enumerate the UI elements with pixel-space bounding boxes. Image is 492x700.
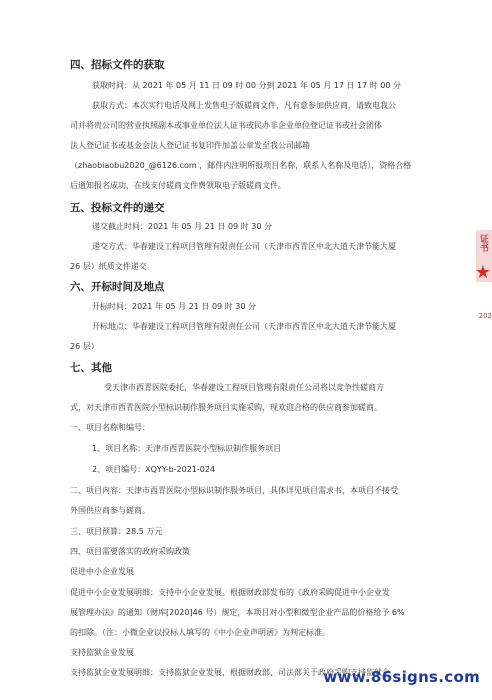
s7-line-8: 三、项目预算：28.5 万元 [70,527,163,536]
s4-line-2: 获取方式：本次实行电话及网上发售电子版磋商文件，凡有意参加供应商，请致电我公 [92,101,396,110]
s4-line-4: 法人登记证书或基金会法人登记证书复印件加盖公章发至我公司邮箱 [70,141,310,150]
seal-year: 202 [478,312,492,320]
s6-line-3: 26 层） [70,342,99,351]
s7-line-2: 式，对天津市西青医院小型标识制作服务项目实施采购，现欢迎合格的供应商参加磋商。 [70,403,382,412]
s7-line-11: 促进中小企业发展明细：支持中小企业发展。根据财政部发布的《政府采购促进中小企业发 [70,588,390,597]
s7-line-15: 支持监狱企业发展明细：支持监狱企业发展，根据财政部、司法部关于政府采购支持监狱企 [70,668,390,677]
s7-line-5: 2、项目编号：XQYY-b-2021-024 [92,465,216,474]
section-7-heading: 七、其他 [70,362,112,374]
s7-line-14: 支持监狱企业发展 [70,648,134,657]
s6-line-1: 开标时间：2021 年 05 月 21 日 09 时 30 分 [92,302,256,311]
s7-line-10: 促进中小企业发展 [70,567,134,576]
s7-line-4: 1、项目名称：天津市西青医院小型标识制作服务项目 [92,444,282,453]
s5-line-3: 26 层）纸质文件递交 [70,262,147,271]
s7-line-7: 外国供应商参与磋商。 [70,506,150,515]
s4-line-1: 获取时间：从 2021 年 05 月 11 日 09 时 00 分到 2021 年 05 月 17 日 17 时 00 分 [92,81,402,90]
s6-line-2: 开标地点：华春建设工程项目管理有限责任公司（天津市西青区中北大道天津节能大厦 [92,322,396,331]
s7-line-9: 四、项目需要落实的政府采购政策 [70,547,190,556]
section-5-heading: 五、投标文件的递交 [70,202,165,214]
section-4-heading: 四、招标文件的获取 [70,59,165,71]
s4-line-5: （zhaobiaobu2020_@6126.com ，邮件内注明所报项目名称，联系人名称及电话），资格合格 [70,161,412,170]
s4-line-3: 司并将贵公司的营业执照副本或事业单位法人证书或民办非企业单位登记证书或社会团体 [70,121,382,130]
s7-line-3: 一、项目名称和编号： [70,423,150,432]
s7-line-1: 受天津市西青医院委托，华春建设工程项目管理有限责任公司将以竞争性磋商方 [104,383,384,392]
s5-line-2: 递交方式：华春建设工程项目管理有限责任公司（天津市西青区中北大道天津节能大厦 [92,242,396,251]
star-icon: ★ [474,262,491,283]
seal-text: 证书 [478,234,488,252]
s7-line-12: 展管理办法》的通知（财库[2020]46 号）规定，本项目对小型和微型企业产品的价格给予 6% [70,608,405,617]
section-6-heading: 六、开标时间及地点 [70,281,165,293]
watermark: www.86signs.com [323,668,480,686]
s7-line-6: 二、项目内容：天津市西青医院小型标识制作服务项目，具体详见项目需求书，本项目不接受 [70,486,398,495]
s4-line-6: 后通知报名成功，在线支付磋商文件费领取电子版磋商文件。 [70,181,286,190]
s7-line-13: 的扣除。（注：小微企业以投标人填写的《中小企业声明函》为判定标准。 [70,628,330,637]
s5-line-1: 递交截止时间：2021 年 05 月 21 日 09 时 30 分 [92,222,272,231]
